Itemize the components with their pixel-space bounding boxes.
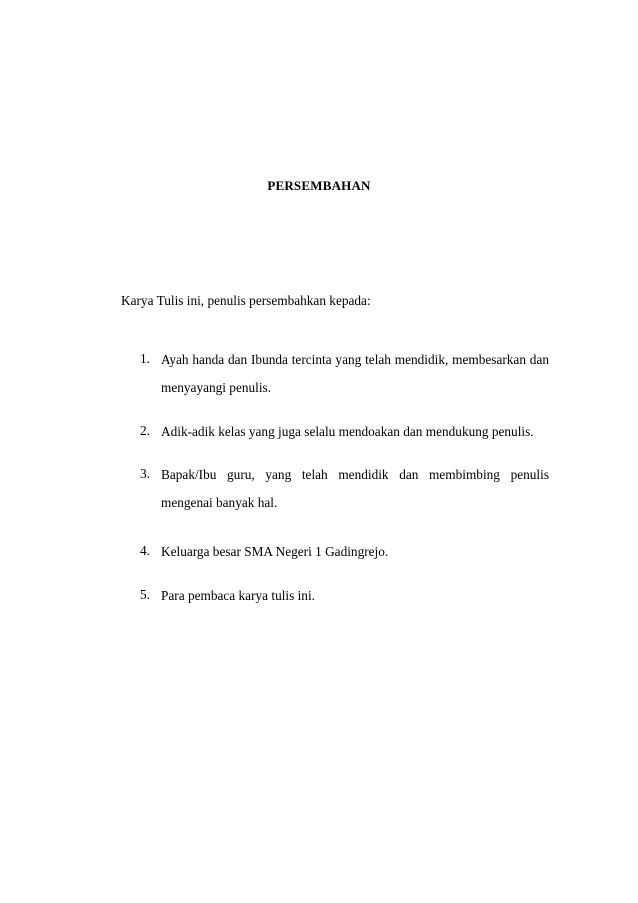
list-item-number: 4.	[140, 543, 150, 558]
list-item-number: 1.	[140, 351, 150, 366]
list-item-number: 5.	[140, 587, 150, 602]
list-item-text: Para pembaca karya tulis ini.	[161, 588, 315, 603]
list-item-text: Adik-adik kelas yang juga selalu mendoakan dan mendukung penulis.	[161, 424, 534, 439]
list-item-number: 3.	[140, 466, 150, 481]
list-item-text: Bapak/Ibu guru, yang telah mendidik dan membimbing penulis mengenai banyak hal.	[161, 467, 549, 510]
intro-text: Karya Tulis ini, penulis persembahkan kepada:	[121, 293, 371, 308]
page-title: PERSEMBAHAN	[267, 178, 371, 193]
list-item-text: Ayah handa dan Ibunda tercinta yang telah mendidik, membesarkan dan menyayangi penulis.	[161, 352, 549, 395]
list-item-number: 2.	[140, 423, 150, 438]
list-item-text: Keluarga besar SMA Negeri 1 Gadingrejo.	[161, 544, 389, 559]
